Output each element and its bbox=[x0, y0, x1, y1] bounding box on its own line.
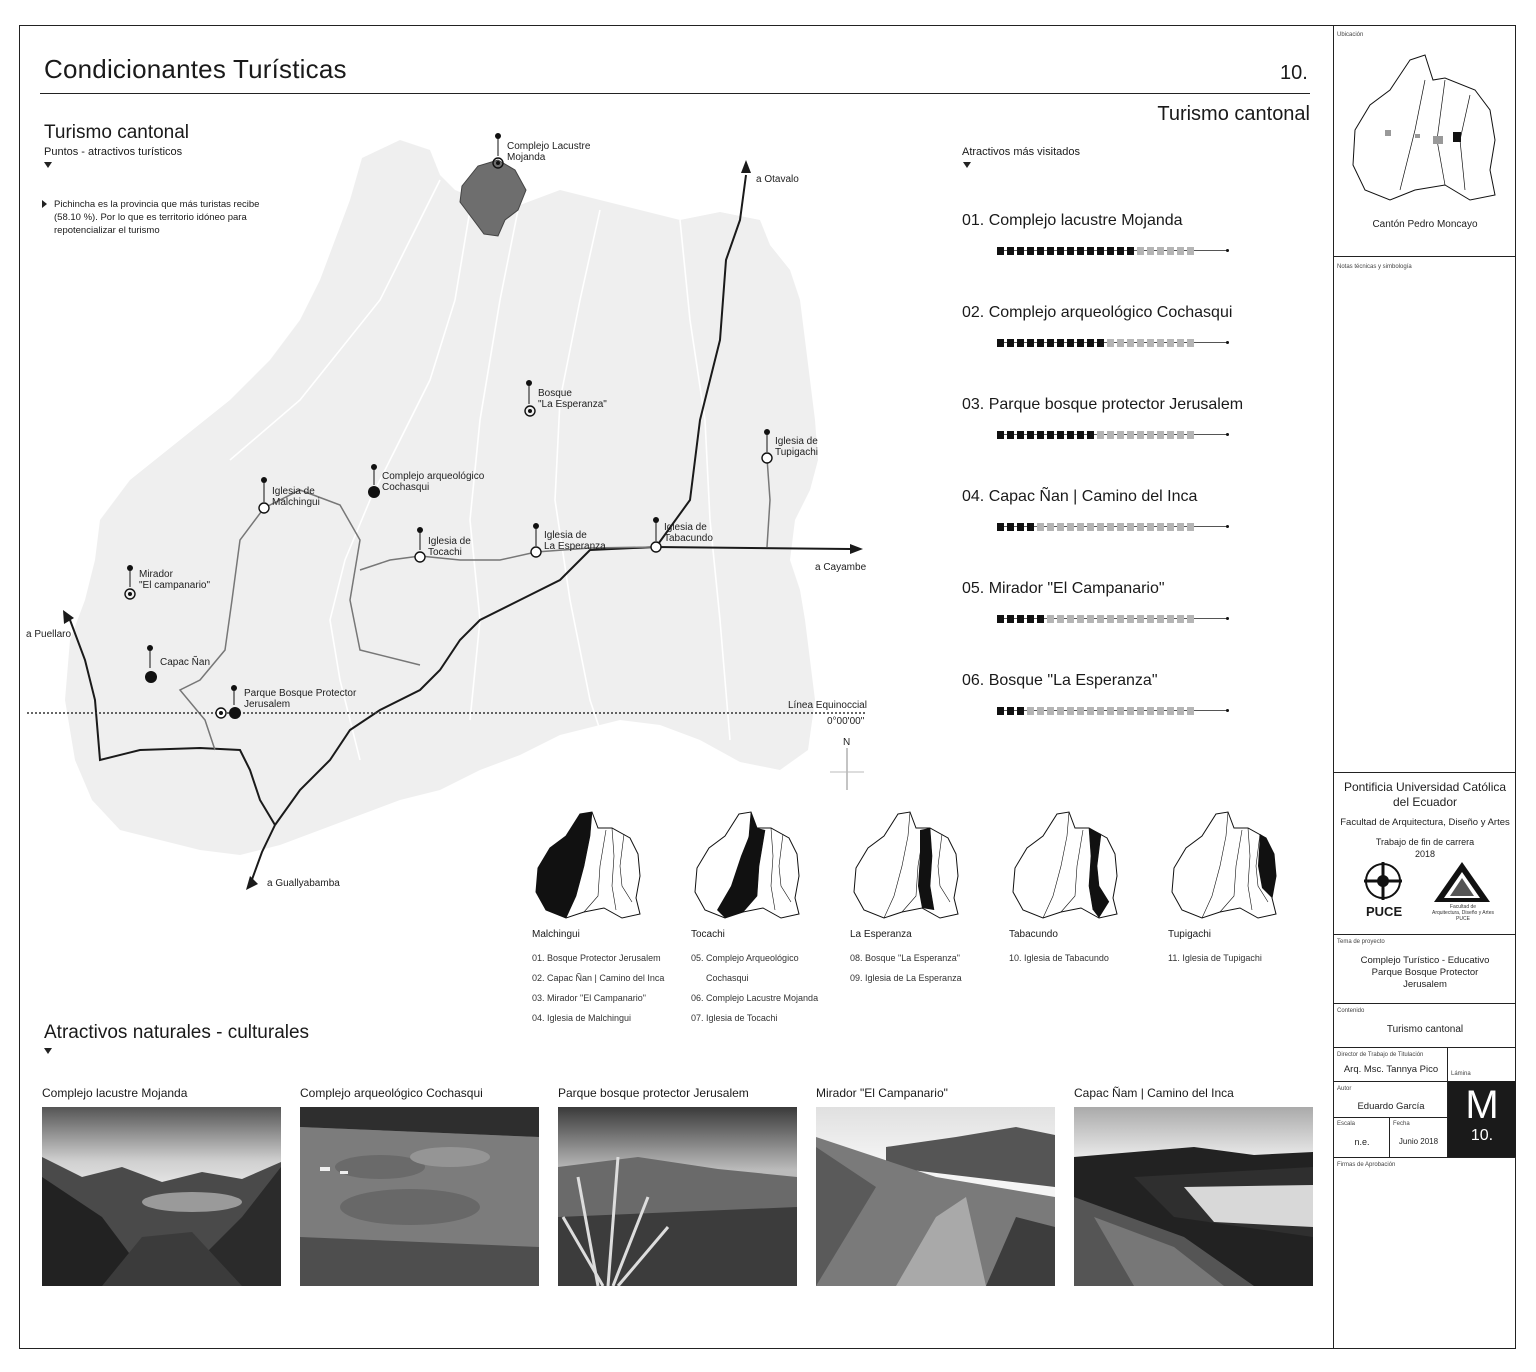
bar-segment bbox=[1057, 707, 1064, 715]
label-to-cayambe: a Cayambe bbox=[815, 562, 867, 573]
bar-segment bbox=[1147, 431, 1154, 439]
bar-segment bbox=[1097, 339, 1104, 347]
bar-segment bbox=[1057, 247, 1064, 255]
bar-segment bbox=[1047, 523, 1054, 531]
bar-segment bbox=[1107, 339, 1114, 347]
bar-segment bbox=[1137, 615, 1144, 623]
attraction-bar bbox=[997, 431, 1232, 439]
bar-segment bbox=[1067, 247, 1074, 255]
bar-segment bbox=[1117, 615, 1124, 623]
bar-segment bbox=[1007, 247, 1014, 255]
region-item: 09. Iglesia de La Esperanza bbox=[850, 973, 962, 983]
bar-segment bbox=[1157, 431, 1164, 439]
arrow-right-icon bbox=[850, 544, 863, 554]
bar-segment bbox=[1037, 339, 1044, 347]
ubicacion-label: Ubicación bbox=[1337, 32, 1364, 38]
bar-segment bbox=[1007, 431, 1014, 439]
bar-segment bbox=[1077, 339, 1084, 347]
photo-mojanda bbox=[42, 1107, 281, 1286]
bar-segment bbox=[1157, 615, 1164, 623]
bar-segment bbox=[1097, 247, 1104, 255]
escala-label: Escala bbox=[1337, 1121, 1356, 1127]
bar-segment bbox=[1187, 615, 1194, 623]
bar-segment bbox=[1137, 247, 1144, 255]
bar-segment bbox=[1047, 339, 1054, 347]
label-parque: Parque Bosque Protector Jerusalem bbox=[244, 688, 357, 710]
bar-segment bbox=[1097, 431, 1104, 439]
note-line: repotencializar el turismo bbox=[54, 225, 160, 236]
bar-segment bbox=[1137, 431, 1144, 439]
bar-segment bbox=[997, 247, 1004, 255]
label-malchingui: Iglesia de Malchingui bbox=[272, 486, 320, 508]
attraction-name: 03. Parque bosque protector Jerusalem bbox=[962, 396, 1244, 413]
lamina-letter: M bbox=[1465, 1083, 1499, 1127]
label-to-otavalo: a Otavalo bbox=[756, 174, 799, 185]
bar-end-dot bbox=[1226, 525, 1229, 528]
bar-segment bbox=[1157, 339, 1164, 347]
tema-text bbox=[1335, 955, 1515, 991]
bar-segment bbox=[1127, 523, 1134, 531]
region-item: 04. Iglesia de Malchingui bbox=[532, 1013, 632, 1023]
region-item: 02. Capac Ñan | Camino del Inca bbox=[532, 973, 665, 983]
notas-label: Notas técnicas y simbología bbox=[1337, 264, 1412, 270]
bar-segment bbox=[1177, 615, 1184, 623]
label-capac: Capac Ñan bbox=[160, 657, 211, 668]
triangle-down-icon bbox=[963, 162, 971, 168]
bar-segment bbox=[1127, 247, 1134, 255]
bar-segment bbox=[1147, 339, 1154, 347]
region-name: Tabacundo bbox=[1009, 929, 1058, 940]
bar-segment bbox=[997, 523, 1004, 531]
attraction-bar bbox=[997, 339, 1232, 347]
region-map-4 bbox=[1009, 806, 1121, 922]
bar-segment bbox=[1177, 523, 1184, 531]
fecha-label: Fecha bbox=[1393, 1121, 1410, 1127]
bar-segment bbox=[1027, 339, 1034, 347]
note-line: Pichincha es la provincia que más turistas recibe bbox=[54, 199, 260, 210]
bar-segment bbox=[1057, 339, 1064, 347]
photo-caption-mojanda: Complejo lacustre Mojanda bbox=[42, 1086, 188, 1100]
bar-segment bbox=[1137, 707, 1144, 715]
bar-segment bbox=[1127, 615, 1134, 623]
bar-segment bbox=[1157, 707, 1164, 715]
bar-segment bbox=[1107, 615, 1114, 623]
faculty-logo-line: Facultad de bbox=[1449, 904, 1477, 910]
puce-logo-text: PUCE bbox=[1366, 904, 1403, 919]
bar-segment bbox=[1127, 339, 1134, 347]
bar-segment bbox=[1117, 431, 1124, 439]
work-info bbox=[1335, 836, 1515, 860]
tema-line: Complejo Turístico - Educativo bbox=[1360, 955, 1490, 966]
bar-segment bbox=[1077, 615, 1084, 623]
bar-segment bbox=[1127, 431, 1134, 439]
bar-segment bbox=[997, 431, 1004, 439]
bar-segment bbox=[1017, 707, 1024, 715]
fecha-value: Junio 2018 bbox=[1398, 1137, 1439, 1146]
bar-segment bbox=[1187, 339, 1194, 347]
bar-segment bbox=[1167, 339, 1174, 347]
attraction-bar bbox=[997, 615, 1232, 623]
bar-segment bbox=[1017, 247, 1024, 255]
bar-end-dot bbox=[1226, 433, 1229, 436]
bar-segment bbox=[1027, 431, 1034, 439]
bar-segment bbox=[1057, 523, 1064, 531]
bar-segment bbox=[1057, 431, 1064, 439]
bar-segment bbox=[1007, 707, 1014, 715]
region-item: 01. Bosque Protector Jerusalem bbox=[532, 953, 661, 963]
bar-segment bbox=[1167, 615, 1174, 623]
lamina-label: Lámina bbox=[1451, 1071, 1471, 1077]
attraction-name: 06. Bosque "La Esperanza" bbox=[962, 672, 1158, 689]
faculty-logo-icon bbox=[1432, 860, 1492, 904]
bar-segment bbox=[1177, 707, 1184, 715]
attraction-bar bbox=[997, 247, 1232, 255]
label-tupigachi: Iglesia de Tupigachi bbox=[775, 436, 818, 458]
bar-segment bbox=[1187, 523, 1194, 531]
bar-segment bbox=[1017, 339, 1024, 347]
bar-segment bbox=[1067, 339, 1074, 347]
bar-segment bbox=[1167, 707, 1174, 715]
bar-end-dot bbox=[1226, 709, 1229, 712]
photo-cochasqui bbox=[300, 1107, 539, 1286]
region-map-3 bbox=[850, 806, 962, 922]
bar-segment bbox=[997, 707, 1004, 715]
label-mirador: Mirador "El campanario" bbox=[139, 569, 211, 591]
label-tabacundo: Iglesia de Tabacundo bbox=[664, 522, 713, 544]
arrow-up-left-icon bbox=[63, 610, 74, 624]
university-line: Pontificia Universidad Católica bbox=[1343, 780, 1507, 794]
bar-segment bbox=[1147, 707, 1154, 715]
photo-caption-mirador: Mirador "El Campanario" bbox=[816, 1086, 948, 1100]
bar-segment bbox=[1137, 523, 1144, 531]
bar-segment bbox=[1127, 707, 1134, 715]
bar-segment bbox=[1047, 431, 1054, 439]
region-map-5 bbox=[1168, 806, 1280, 922]
bar-segment bbox=[1027, 247, 1034, 255]
region-name: Tupigachi bbox=[1168, 929, 1211, 940]
bar-segment bbox=[1077, 707, 1084, 715]
region-item: 03. Mirador "El Campanario" bbox=[532, 993, 646, 1003]
bar-segment bbox=[1137, 339, 1144, 347]
photo-jerusalem bbox=[558, 1107, 797, 1286]
work-line: 2018 bbox=[1414, 849, 1436, 859]
bar-segment bbox=[1187, 707, 1194, 715]
bar-end-dot bbox=[1226, 341, 1229, 344]
label-to-puellaro: a Puellaro bbox=[26, 629, 72, 640]
attraction-name: 04. Capac Ñan | Camino del Inca bbox=[962, 488, 1198, 505]
attraction-name: 01. Complejo lacustre Mojanda bbox=[962, 212, 1183, 229]
work-line: Trabajo de fin de carrera bbox=[1375, 837, 1475, 847]
bar-segment bbox=[1077, 523, 1084, 531]
bar-segment bbox=[1087, 431, 1094, 439]
bar-segment bbox=[1187, 247, 1194, 255]
bar-segment bbox=[1107, 431, 1114, 439]
autor-name: Eduardo García bbox=[1357, 1101, 1425, 1112]
bar-segment bbox=[1077, 431, 1084, 439]
label-to-guallyabamba: a Guallyabamba bbox=[267, 878, 340, 889]
bar-segment bbox=[997, 339, 1004, 347]
arrow-down-left-icon bbox=[246, 876, 258, 890]
bar-segment bbox=[997, 615, 1004, 623]
arrow-up-icon bbox=[741, 160, 751, 173]
bar-segment bbox=[1067, 707, 1074, 715]
bar-segment bbox=[1087, 615, 1094, 623]
bar-segment bbox=[1087, 339, 1094, 347]
bar-segment bbox=[1187, 431, 1194, 439]
photo-capac bbox=[1074, 1107, 1313, 1286]
bar-segment bbox=[1097, 707, 1104, 715]
label-bosque: Bosque "La Esperanza" bbox=[538, 388, 607, 410]
faculty-logo-line: Arquitectura, Diseño y Artes bbox=[1432, 910, 1494, 916]
attraction-name: 02. Complejo arqueológico Cochasqui bbox=[962, 304, 1233, 321]
bar-segment bbox=[1107, 523, 1114, 531]
faculty-logo-line: PUCE bbox=[1456, 916, 1470, 922]
bar-segment bbox=[1067, 431, 1074, 439]
section-title: Turismo cantonal bbox=[44, 122, 190, 143]
bar-segment bbox=[1087, 707, 1094, 715]
firmas-label: Firmas de Aprobación bbox=[1337, 1162, 1396, 1168]
director-name: Arq. Msc. Tannya Pico bbox=[1343, 1064, 1439, 1075]
bar-segment bbox=[1147, 523, 1154, 531]
bar-segment bbox=[1037, 431, 1044, 439]
photo-caption-capac: Capac Ñam | Camino del Inca bbox=[1074, 1086, 1234, 1100]
bar-segment bbox=[1177, 431, 1184, 439]
label-equinoctial-coord: 0°00'00" bbox=[827, 716, 865, 727]
natural-title: Atractivos naturales - culturales bbox=[44, 1022, 310, 1043]
region-item: 11. Iglesia de Tupigachi bbox=[1168, 953, 1262, 963]
bar-segment bbox=[1177, 247, 1184, 255]
photo-caption-cochasqui: Complejo arqueológico Cochasqui bbox=[300, 1086, 483, 1100]
region-item: 05. Complejo Arqueológico bbox=[691, 953, 799, 963]
attraction-bar bbox=[997, 523, 1232, 531]
canton-name: Cantón Pedro Moncayo bbox=[1372, 219, 1478, 230]
lamina-number: 10. bbox=[1470, 1127, 1494, 1144]
section-subtitle: Puntos - atractivos turísticos bbox=[44, 146, 183, 158]
bar-segment bbox=[1057, 615, 1064, 623]
region-item: Cochasqui bbox=[706, 973, 749, 983]
region-item: 10. Iglesia de Tabacundo bbox=[1009, 953, 1109, 963]
page-number: 10. bbox=[1280, 62, 1308, 84]
bar-segment bbox=[1107, 247, 1114, 255]
bar-segment bbox=[1097, 523, 1104, 531]
bar-segment bbox=[1037, 247, 1044, 255]
faculty-logo-text bbox=[1430, 904, 1496, 922]
bar-segment bbox=[1147, 615, 1154, 623]
bar-segment bbox=[1177, 339, 1184, 347]
bar-segment bbox=[1037, 615, 1044, 623]
region-item: 07. Iglesia de Tocachi bbox=[691, 1013, 778, 1023]
page-title: Condicionantes Turísticas bbox=[44, 54, 347, 84]
photo-caption-jerusalem: Parque bosque protector Jerusalem bbox=[558, 1086, 749, 1100]
puce-logo-icon bbox=[1362, 860, 1404, 902]
bar-segment bbox=[1097, 615, 1104, 623]
bar-segment bbox=[1007, 339, 1014, 347]
university-line: del Ecuador bbox=[1392, 795, 1458, 809]
label-tocachi: Iglesia de Tocachi bbox=[428, 536, 471, 558]
contenido-label: Contenido bbox=[1337, 1008, 1365, 1014]
bar-segment bbox=[1157, 247, 1164, 255]
location-map bbox=[1345, 50, 1505, 205]
bar-segment bbox=[1047, 615, 1054, 623]
bar-segment bbox=[1107, 707, 1114, 715]
tema-line: Jerusalem bbox=[1403, 979, 1447, 990]
autor-label: Autor bbox=[1337, 1086, 1352, 1092]
triangle-down-icon bbox=[44, 1048, 52, 1054]
bar-segment bbox=[1087, 247, 1094, 255]
right-subheader: Atractivos más visitados bbox=[962, 146, 1080, 158]
contenido-text: Turismo cantonal bbox=[1386, 1024, 1464, 1035]
north-label: N bbox=[843, 737, 851, 748]
bar-segment bbox=[1117, 247, 1124, 255]
bar-segment bbox=[1007, 615, 1014, 623]
label-esperanza: Iglesia de La Esperanza bbox=[544, 530, 606, 552]
region-name: La Esperanza bbox=[850, 929, 912, 940]
bar-segment bbox=[1007, 523, 1014, 531]
bar-segment bbox=[1147, 247, 1154, 255]
bar-segment bbox=[1037, 523, 1044, 531]
escala-value: n.e. bbox=[1354, 1137, 1370, 1147]
tema-line: Parque Bosque Protector bbox=[1371, 967, 1479, 978]
region-map-2 bbox=[691, 806, 803, 922]
note-line: (58.10 %). Por lo que es territorio idóneo para bbox=[54, 212, 247, 223]
label-cochasqui: Complejo arqueológico Cochasqui bbox=[382, 471, 485, 493]
attraction-name: 05. Mirador "El Campanario" bbox=[962, 580, 1165, 597]
bar-segment bbox=[1117, 339, 1124, 347]
university-name bbox=[1335, 780, 1515, 810]
bar-segment bbox=[1037, 707, 1044, 715]
bar-segment bbox=[1017, 431, 1024, 439]
region-name: Tocachi bbox=[691, 929, 725, 940]
label-equinoctial: Línea Equinoccial bbox=[788, 700, 867, 711]
bar-segment bbox=[1017, 615, 1024, 623]
region-map-1 bbox=[532, 806, 644, 922]
director-label: Director de Trabajo de Titulación bbox=[1337, 1052, 1424, 1058]
photo-mirador bbox=[816, 1107, 1055, 1286]
bar-segment bbox=[1117, 707, 1124, 715]
bar-segment bbox=[1067, 523, 1074, 531]
bar-segment bbox=[1077, 247, 1084, 255]
bar-segment bbox=[1167, 431, 1174, 439]
bar-segment bbox=[1067, 615, 1074, 623]
bar-segment bbox=[1027, 615, 1034, 623]
bar-segment bbox=[1087, 523, 1094, 531]
attraction-bar bbox=[997, 707, 1232, 715]
region-outline bbox=[854, 812, 958, 918]
bar-segment bbox=[1027, 523, 1034, 531]
bar-segment bbox=[1167, 523, 1174, 531]
bar-end-dot bbox=[1226, 617, 1229, 620]
faculty-name: Facultad de Arquitectura, Diseño y Artes bbox=[1340, 817, 1510, 828]
bar-end-dot bbox=[1226, 249, 1229, 252]
bar-segment bbox=[1047, 707, 1054, 715]
tema-label: Tema de proyecto bbox=[1337, 939, 1385, 945]
bar-segment bbox=[1167, 247, 1174, 255]
bar-segment bbox=[1047, 247, 1054, 255]
label-mojanda: Complejo Lacustre Mojanda bbox=[507, 141, 591, 163]
bar-segment bbox=[1017, 523, 1024, 531]
right-header: Turismo cantonal bbox=[1157, 103, 1310, 125]
bar-segment bbox=[1027, 707, 1034, 715]
bar-segment bbox=[1117, 523, 1124, 531]
region-name: Malchingui bbox=[532, 929, 580, 940]
region-item: 08. Bosque "La Esperanza" bbox=[850, 953, 960, 963]
region-item: 06. Complejo Lacustre Mojanda bbox=[691, 993, 819, 1003]
bar-segment bbox=[1157, 523, 1164, 531]
